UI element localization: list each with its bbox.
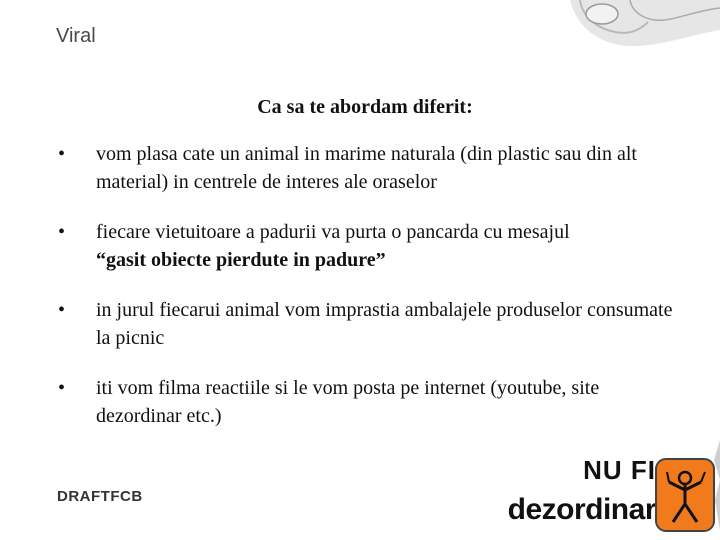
bullet-text: fiecare vietuitoare a padurii va purta o pancarda cu mesajul xyxy=(96,221,570,243)
brand-logo-line1: NU FI xyxy=(583,455,656,485)
bullet-item xyxy=(56,296,676,352)
bullet-text: in jurul fiecarui animal vom imprastia ambalajele produselor consumate la picnic xyxy=(96,299,673,349)
bullet-dot: • xyxy=(58,221,66,243)
bullet-list xyxy=(56,140,676,452)
stick-figure-icon xyxy=(655,458,715,532)
brand-logo-line2: dezordinar xyxy=(507,493,656,526)
bullet-dot: • xyxy=(58,299,66,321)
agency-logo: DRAFTFCB xyxy=(57,488,143,505)
slide-title: Viral xyxy=(56,25,96,47)
bullet-item xyxy=(56,218,676,274)
decorative-edge xyxy=(714,440,720,530)
bullet-dot: • xyxy=(58,377,66,399)
bullet-dot: • xyxy=(58,143,66,165)
slide-heading: Ca sa te abordam diferit: xyxy=(257,96,473,118)
hand-image xyxy=(560,0,720,60)
bullet-item xyxy=(56,374,676,430)
bullet-quote: “gasit obiecte pierdute in padure” xyxy=(96,249,386,271)
bullet-item xyxy=(56,140,676,196)
bullet-text: iti vom filma reactiile si le vom posta pe internet (youtube, site dezordinar etc.) xyxy=(96,377,600,427)
bullet-text: vom plasa cate un animal in marime naturala (din plastic sau din alt material) in centrele de interes ale oraselor xyxy=(96,143,637,193)
